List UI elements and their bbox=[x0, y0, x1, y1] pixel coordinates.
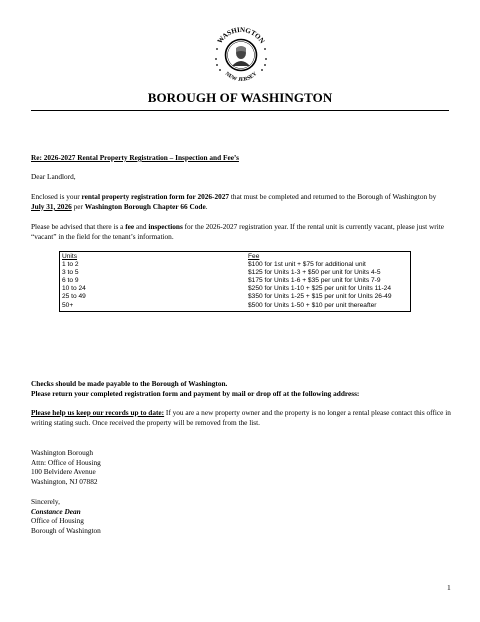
fee-header: Fee bbox=[248, 253, 260, 260]
units-cell: 3 to 5 bbox=[62, 269, 79, 277]
fee-cell: $350 for Units 1-25 + $15 per unit for Units 26-49 bbox=[248, 293, 392, 301]
return-form-line: Please return your completed registration form and payment by mail or drop off at the following address: bbox=[31, 388, 360, 398]
page-number: 1 bbox=[447, 583, 451, 592]
paragraph-enclosed: Enclosed is your rental property registration form for 2026-2027 that must be completed and returned to the Borough of Washington by July 31, 2026 per Washington Borough Chapter 66 Code. bbox=[31, 192, 437, 211]
seal-top-text: WASHINGTON bbox=[215, 25, 267, 46]
address-line: Washington Borough bbox=[31, 448, 94, 457]
signer-title: Office of Housing bbox=[31, 516, 84, 526]
subject-line: Re: 2026-2027 Rental Property Registration – Inspection and Fee’s bbox=[31, 153, 239, 162]
units-cell: 50+ bbox=[62, 301, 74, 309]
signer-name: Constance Dean bbox=[31, 506, 81, 516]
table-row bbox=[60, 269, 410, 277]
portrait-seal-icon bbox=[208, 22, 274, 88]
checks-payable-line: Checks should be made payable to the Borough of Washington. bbox=[31, 379, 228, 388]
address-line: 100 Belvidere Avenue bbox=[31, 467, 96, 477]
letterhead-title: BOROUGH OF WASHINGTON bbox=[147, 90, 333, 105]
closing: Sincerely, bbox=[31, 497, 60, 506]
fee-cell: $175 for Units 1-6 + $35 per unit for Units 7-9 bbox=[248, 277, 381, 285]
mailing-address bbox=[31, 448, 451, 486]
table-row bbox=[60, 277, 410, 285]
table-row bbox=[60, 261, 410, 269]
fee-cell: $500 for Units 1-50 + $10 per unit thereafter bbox=[248, 301, 377, 309]
table-row bbox=[60, 302, 410, 310]
table-row bbox=[60, 293, 410, 301]
units-cell: 25 to 49 bbox=[62, 293, 86, 301]
fee-table bbox=[59, 251, 411, 312]
units-cell: 1 to 2 bbox=[62, 261, 79, 269]
fee-cell: $125 for Units 1-3 + $50 per unit for Units 4-5 bbox=[248, 269, 381, 277]
signature-block bbox=[31, 497, 451, 535]
header-rule bbox=[31, 110, 449, 111]
payment-instructions bbox=[31, 379, 451, 398]
fee-cell: $250 for Units 1-10 + $25 per unit for Units 11-24 bbox=[248, 285, 392, 293]
greeting: Dear Landlord, bbox=[31, 172, 76, 181]
units-cell: 6 to 9 bbox=[62, 277, 79, 285]
seal-bottom-text: NEW JERSEY bbox=[223, 70, 259, 84]
fee-table-header bbox=[60, 253, 410, 261]
units-cell: 10 to 24 bbox=[62, 285, 86, 293]
paragraph-records: Please help us keep our records up to date: If you are a new property owner and the property is no longer a rental please contact this office in writing stating such. Once received the property will be removed from the list. bbox=[31, 408, 451, 427]
address-line: Washington, NJ 07882 bbox=[31, 476, 98, 486]
signer-org: Borough of Washington bbox=[31, 525, 101, 535]
address-line: Attn: Office of Housing bbox=[31, 457, 101, 467]
svg-text:NEW JERSEY bbox=[224, 71, 258, 83]
units-header: Units bbox=[62, 253, 78, 260]
svg-text:WASHINGTON bbox=[216, 26, 266, 45]
fee-cell: $100 for 1st unit + $75 for additional unit bbox=[248, 261, 366, 269]
paragraph-fee-notice: Please be advised that there is a fee and inspections for the 2026-2027 registration year. If the rental unit is currently vacant, please just write “vacant” in the field for the tenant’s information. bbox=[31, 222, 444, 241]
table-row bbox=[60, 285, 410, 293]
